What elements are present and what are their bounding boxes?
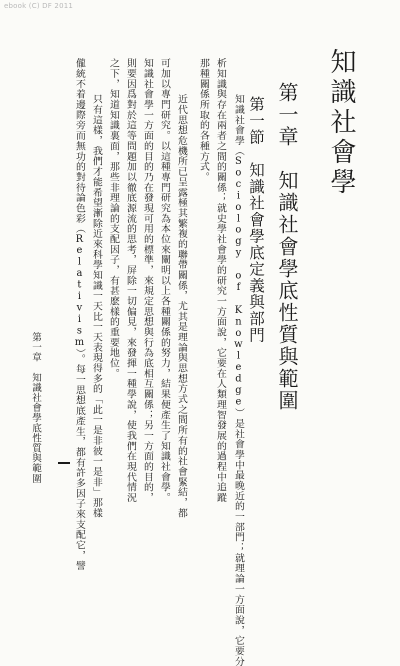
body-line: 知識社會學（Sociology of Knowledge）是社會學中最晚近的一部門；就理論一方面說，它要分 <box>232 94 244 666</box>
page-number-marker <box>58 462 70 464</box>
body-line: 知識社會學一方面的目的乃在發現可用的標準，來規定思想與行為底相互關係；另一方面的目的， <box>141 58 153 503</box>
body-line: 則要因爲對於這等問題加以徹底源流的思考，屏除一切偏見，來發揮一種學說，使我們在現代情況 <box>124 58 136 503</box>
watermark: ebook (C) DF 2011 <box>4 2 74 10</box>
body-line: 儱統不着邊際旁而無功的對待論色彩（Relativism）。每一思想底產生，都有許多因子來支配它，譬 <box>73 58 85 571</box>
body-line: 可加以專門研究。以這種專門研究為本位來闡明以上各種關係的努力，結果便產生了知識社會學。 <box>158 58 170 503</box>
chapter-title: 第一章 知識社會學底性質與範圍 <box>275 82 299 412</box>
body-line: 那種關係所取的各種方式。 <box>197 58 209 183</box>
body-line: 之下，知道知識裏面，那些非理論的支配因子，有甚麽樣的重要地位。 <box>107 58 119 379</box>
body-line: 析知識與存在兩者之間的關係；就史學社會學的研究一方面說，它要在人類理智發展的過程中追蹤 <box>214 58 226 503</box>
body-line: 只有這樣，我們才能希望漸除近來科學知識一天比一天表現得多的「此一是非彼一是非」那樣 <box>90 94 102 518</box>
body-line: 近代思想危機所已呈露極其繁複的聯帶關係，尤其是理論與思想方式之間所有的社會緊結，都 <box>175 94 187 518</box>
book-title: 知識社會學 <box>326 48 356 198</box>
section-title: 第一節 知識社會學底定義與部門 <box>247 96 265 344</box>
running-head: 第一章 知識社會學底性質與範圍 <box>30 332 41 484</box>
